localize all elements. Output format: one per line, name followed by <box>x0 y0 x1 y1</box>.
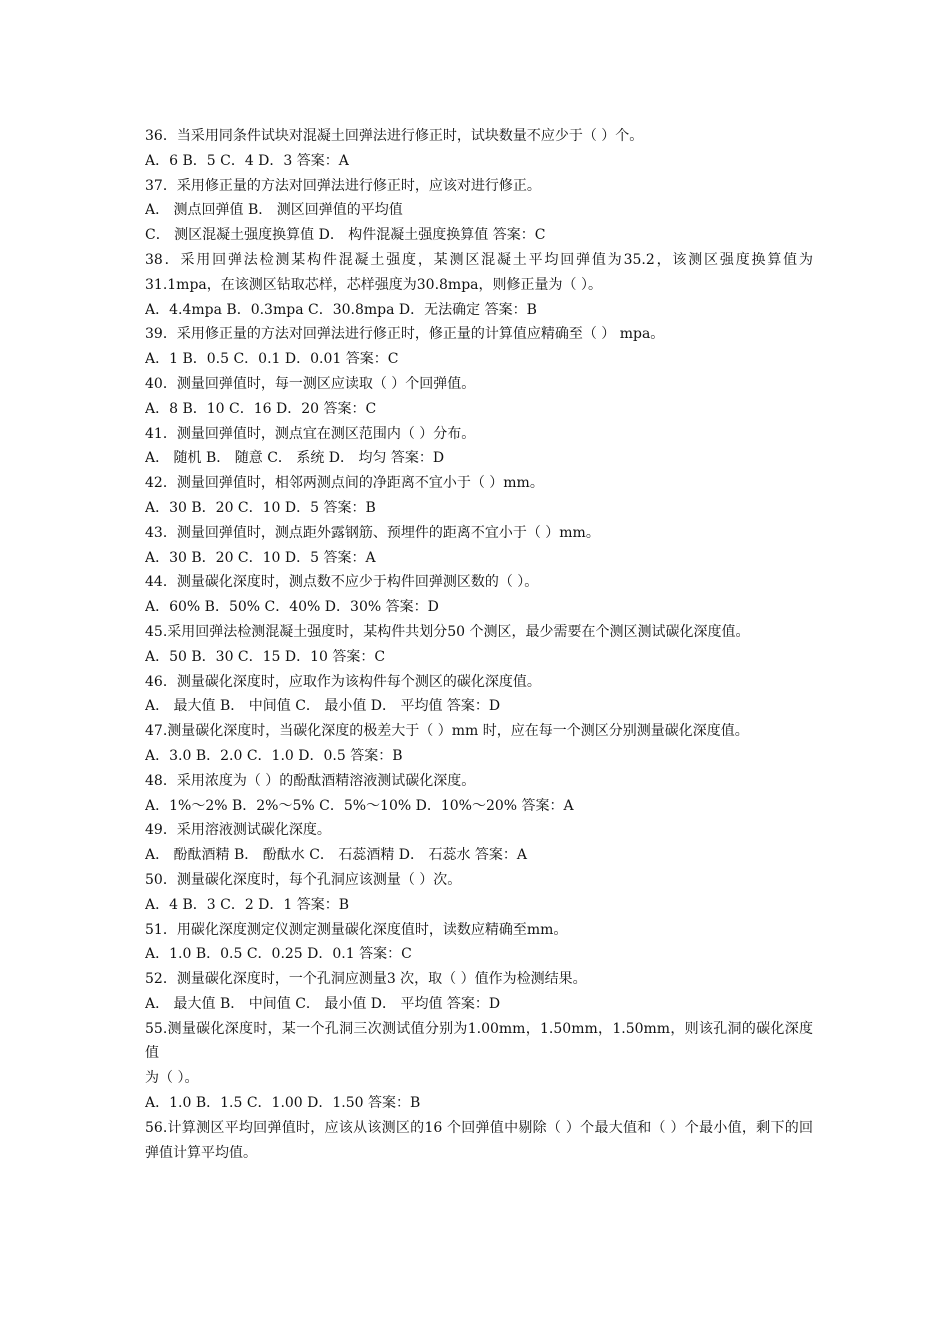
answer-options-41: A． 随机 B． 随意 C． 系统 D． 均匀 答案：D <box>145 450 445 467</box>
question-37: 37．采用修正量的方法对回弹法进行修正时，应该对进行修正。 <box>145 177 541 194</box>
question-42: 42．测量回弹值时，相邻两测点间的净距离不宜小于（ ）mm。 <box>145 475 544 492</box>
question-55-continuation: 为（ ）。 <box>145 1070 199 1087</box>
answer-options-50: A．4 B．3 C．2 D．1 答案：B <box>145 896 350 913</box>
question-36: 36．当采用同条件试块对混凝土回弹法进行修正时，试块数量不应少于（ ）个。 <box>145 128 644 144</box>
answer-options-45: A．50 B．30 C．15 D．10 答案：C <box>145 648 386 665</box>
question-44: 44．测量碳化深度时，测点数不应少于构件回弹测区数的（ ）。 <box>145 574 539 591</box>
question-48: 48．采用浓度为（ ）的酚酞酒精溶液测试碳化深度。 <box>145 772 476 789</box>
question-41: 41．测量回弹值时，测点宜在测区范围内（ ）分布。 <box>145 425 476 442</box>
answer-options-40: A．8 B．10 C．16 D．20 答案：C <box>145 400 377 417</box>
answer-options-44: A．60% B．50% C．40% D．30% 答案：D <box>145 599 439 616</box>
question-56: 56.计算测区平均回弹值时，应该从该测区的16 个回弹值中剔除（ ）个最大值和（ ）个最小值，剩下的回弹值计算平均值。 <box>145 1119 813 1161</box>
answer-options-37-a: A． 测点回弹值 B． 测区回弹值的平均值 <box>145 202 403 219</box>
question-46: 46．测量碳化深度时，应取作为该构件每个测区的碳化深度值。 <box>145 673 541 690</box>
question-52: 52．测量碳化深度时，一个孔洞应测量3 次，取（ ）值作为检测结果。 <box>145 971 587 988</box>
answer-options-43: A．30 B．20 C．10 D．5 答案：A <box>145 549 376 566</box>
question-50: 50．测量碳化深度时，每个孔洞应该测量（ ）次。 <box>145 871 462 888</box>
answer-options-37-b: C． 测区混凝土强度换算值 D． 构件混凝土强度换算值 答案：C <box>145 227 546 244</box>
question-40: 40．测量回弹值时，每一测区应读取（ ）个回弹值。 <box>145 375 476 392</box>
question-43: 43．测量回弹值时，测点距外露钢筋、预埋件的距离不宜小于（ ）mm。 <box>145 524 600 541</box>
answer-options-46: A． 最大值 B． 中间值 C． 最小值 D． 平均值 答案：D <box>145 698 501 715</box>
answer-options-47: A．3.0 B．2.0 C．1.0 D．0.5 答案：B <box>145 747 403 764</box>
answer-options-51: A．1.0 B．0.5 C．0.25 D．0.1 答案：C <box>145 946 412 963</box>
answer-options-36: A．6 B．5 C．4 D．3 答案：A <box>145 152 349 169</box>
answer-options-38: A．4.4mpa B．0.3mpa C．30.8mpa D．无法确定 答案：B <box>145 301 537 318</box>
answer-options-49: A． 酚酞酒精 B． 酚酞水 C． 石蕊酒精 D． 石蕊水 答案：A <box>145 847 528 864</box>
question-51: 51．用碳化深度测定仪测定测量碳化深度值时，读数应精确至mm。 <box>145 921 568 938</box>
answer-options-39: A．1 B．0.5 C．0.1 D．0.01 答案：C <box>145 351 399 368</box>
document-page <box>145 124 813 1165</box>
answer-options-52: A． 最大值 B． 中间值 C． 最小值 D． 平均值 答案：D <box>145 995 501 1012</box>
answer-options-55: A．1.0 B．1.5 C．1.00 D．1.50 答案：B <box>145 1095 421 1112</box>
question-47: 47.测量碳化深度时，当碳化深度的极差大于（ ）mm 时，应在每一个测区分别测量碳化深度值。 <box>145 723 749 740</box>
question-55: 55.测量碳化深度时，某一个孔洞三次测试值分别为1.00mm，1.50mm，1.50mm，则该孔洞的碳化深度值 <box>145 1020 813 1062</box>
answer-options-48: A．1%～2% B．2%～5% C．5%～10% D．10%～20% 答案：A <box>145 797 574 814</box>
question-38: 38．采用回弹法检测某构件混凝土强度，某测区混凝土平均回弹值为35.2，该测区强度换算值为31.1mpa，在该测区钻取芯样，芯样强度为30.8mpa，则修正量为（ ）。 <box>145 251 813 293</box>
answer-options-42: A．30 B．20 C．10 D．5 答案：B <box>145 499 376 516</box>
question-45: 45.采用回弹法检测混凝土强度时，某构件共划分50 个测区，最少需要在个测区测试碳化深度值。 <box>145 623 750 640</box>
question-49: 49．采用溶液测试碳化深度。 <box>145 822 331 839</box>
question-39: 39．采用修正量的方法对回弹法进行修正时，修正量的计算值应精确至（ ） mpa。 <box>145 326 665 343</box>
